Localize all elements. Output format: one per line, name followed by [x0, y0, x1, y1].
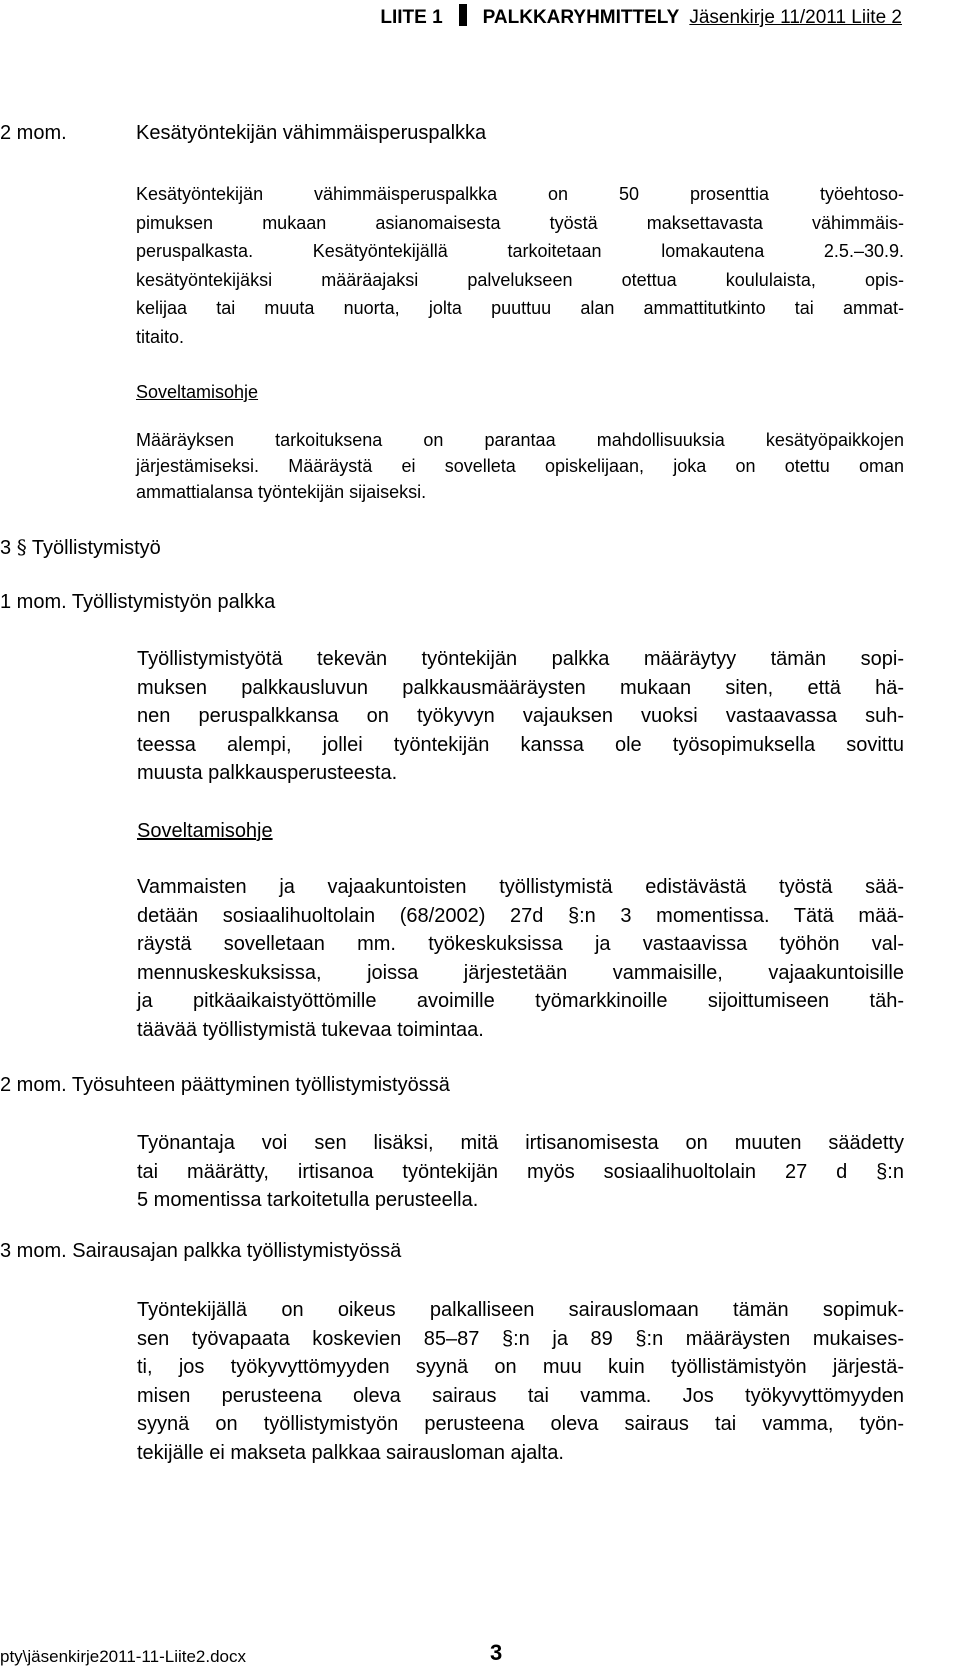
- s2-guide-line: järjestämiseksi. Määräystä ei sovelleta opiskelijaan, joka on otettu oman: [136, 456, 904, 476]
- m2-paragraph: [137, 1129, 904, 1215]
- s2-guide-line: Määräyksen tarkoituksena on parantaa mahdollisuuksia kesätyöpaikkojen: [136, 430, 904, 450]
- header-divider: [459, 4, 467, 26]
- page-header: [380, 4, 902, 29]
- s2-label: 2 mom.: [0, 122, 67, 144]
- m1-paragraph: [137, 645, 904, 788]
- footer-page-number: 3: [490, 1640, 503, 1665]
- m3-line: Työntekijällä on oikeus palkalliseen sairauslomaan tämän sopimuk-: [137, 1299, 904, 1321]
- m1-guide-line: täävää työllistymistä tukevaa toimintaa.: [137, 1018, 484, 1041]
- section-number: 3: [0, 537, 12, 559]
- s2-paragraph: [136, 180, 904, 351]
- s2-line: titaito.: [136, 326, 185, 347]
- m2-heading: [0, 1074, 450, 1097]
- s2-guide-line: ammattialansa työntekijän sijaiseksi.: [136, 482, 427, 502]
- m1-heading: [0, 591, 275, 614]
- m1-title: Työllistymistyön palkka: [71, 591, 276, 613]
- m1-guide-paragraph: [137, 873, 904, 1044]
- section-3-heading: [0, 535, 161, 560]
- m1-guide-line: detään sosiaalihuoltolain (68/2002) 27d §:n 3 momentissa. Tätä mää-: [137, 904, 904, 927]
- footer-file-path: pty\jäsenkirje2011-11-Liite2.docx: [0, 1647, 247, 1666]
- s2-line: kelijaa tai muuta nuorta, jolta puuttuu alan ammattitutkinto tai ammat-: [136, 298, 904, 318]
- section-title: Työllistymistyö: [31, 537, 161, 559]
- m3-title: Sairausajan palkka työllistymistyössä: [72, 1240, 402, 1262]
- m3-line: syynä on työllistymistyön perusteena oleva sairaus tai vamma, työn-: [137, 1413, 904, 1435]
- m3-line: sen työvapaata koskevien 85–87 §:n ja 89 §:n määräysten mukaises-: [137, 1327, 904, 1350]
- m2-line: Työnantaja voi sen lisäksi, mitä irtisanomisesta on muuten säädetty: [137, 1132, 904, 1154]
- s2-line: kesätyöntekijäksi määräajaksi palvelukseen otettua koululaista, opis-: [136, 269, 904, 290]
- m1-guide-line: räystä sovelletaan mm. työkeskuksissa ja vastaavissa työhön val-: [137, 933, 904, 955]
- m1-line: Työllistymistyötä tekevän työntekijän palkka määräytyy tämän sopi-: [137, 648, 904, 670]
- m3-line: misen perusteena oleva sairaus tai vamma. Jos työkyvyttömyyden: [137, 1384, 904, 1407]
- m3-heading: [0, 1240, 401, 1263]
- s2-line: peruspalkasta. Kesätyöntekijällä tarkoitetaan lomakautena 2.5.–30.9.: [136, 241, 904, 261]
- s2-guide-heading: Soveltamisohje: [136, 382, 259, 402]
- header-middle: PALKKARYHMITTELY: [482, 7, 680, 28]
- m3-label: 3 mom.: [0, 1240, 67, 1262]
- m1-line: muusta palkkausperusteesta.: [137, 762, 398, 784]
- m2-label: 2 mom.: [0, 1074, 67, 1096]
- m1-guide-line: mennuskeskuksissa, joissa järjestetään vammaisille, vajaakuntoisille: [137, 961, 904, 984]
- m1-line: muksen palkkausluvun palkkausmääräysten mukaan siten, että hä-: [137, 676, 904, 699]
- m2-line: tai määrätty, irtisanoa työntekijän myös sosiaalihuoltolain 27 d §:n: [137, 1160, 904, 1183]
- s2-guide-paragraph: [136, 427, 904, 505]
- m1-label: 1 mom.: [0, 591, 67, 613]
- m1-guide-heading: Soveltamisohje: [137, 820, 273, 842]
- m1-line: nen peruspalkkansa on työkyvyn vajauksen vuoksi vastaavassa suh-: [137, 705, 904, 727]
- m1-guide-line: ja pitkäaikaistyöttömille avoimille työmarkkinoille sijoittumiseen täh-: [137, 990, 904, 1012]
- s2-line: pimuksen mukaan asianomaisesta työstä maksettavasta vähimmäis-: [136, 212, 904, 233]
- m3-paragraph: [137, 1296, 904, 1467]
- m1-guide-line: Vammaisten ja vajaakuntoisten työllistymistä edistävästä työstä sää-: [137, 876, 904, 898]
- m2-line: 5 momentissa tarkoitetulla perusteella.: [137, 1189, 479, 1211]
- header-left: LIITE 1: [380, 7, 443, 28]
- s2-line: Kesätyöntekijän vähimmäisperuspalkka on 50 prosenttia työehtoso-: [136, 184, 904, 204]
- m1-line: teessa alempi, jollei työntekijän kanssa ole työsopimuksella sovittu: [137, 733, 904, 756]
- section-sign: §: [16, 535, 27, 559]
- header-right: Jäsenkirje 11/2011 Liite 2: [689, 7, 902, 28]
- m3-line: tekijälle ei makseta palkkaa sairausloman ajalta.: [137, 1441, 564, 1464]
- m2-title: Työsuhteen päättyminen työllistymistyössä: [71, 1074, 450, 1096]
- m3-line: ti, jos työkyvyttömyyden syynä on muu kuin työllistämistyön järjestä-: [137, 1356, 904, 1378]
- s2-title: Kesätyöntekijän vähimmäisperuspalkka: [136, 122, 487, 144]
